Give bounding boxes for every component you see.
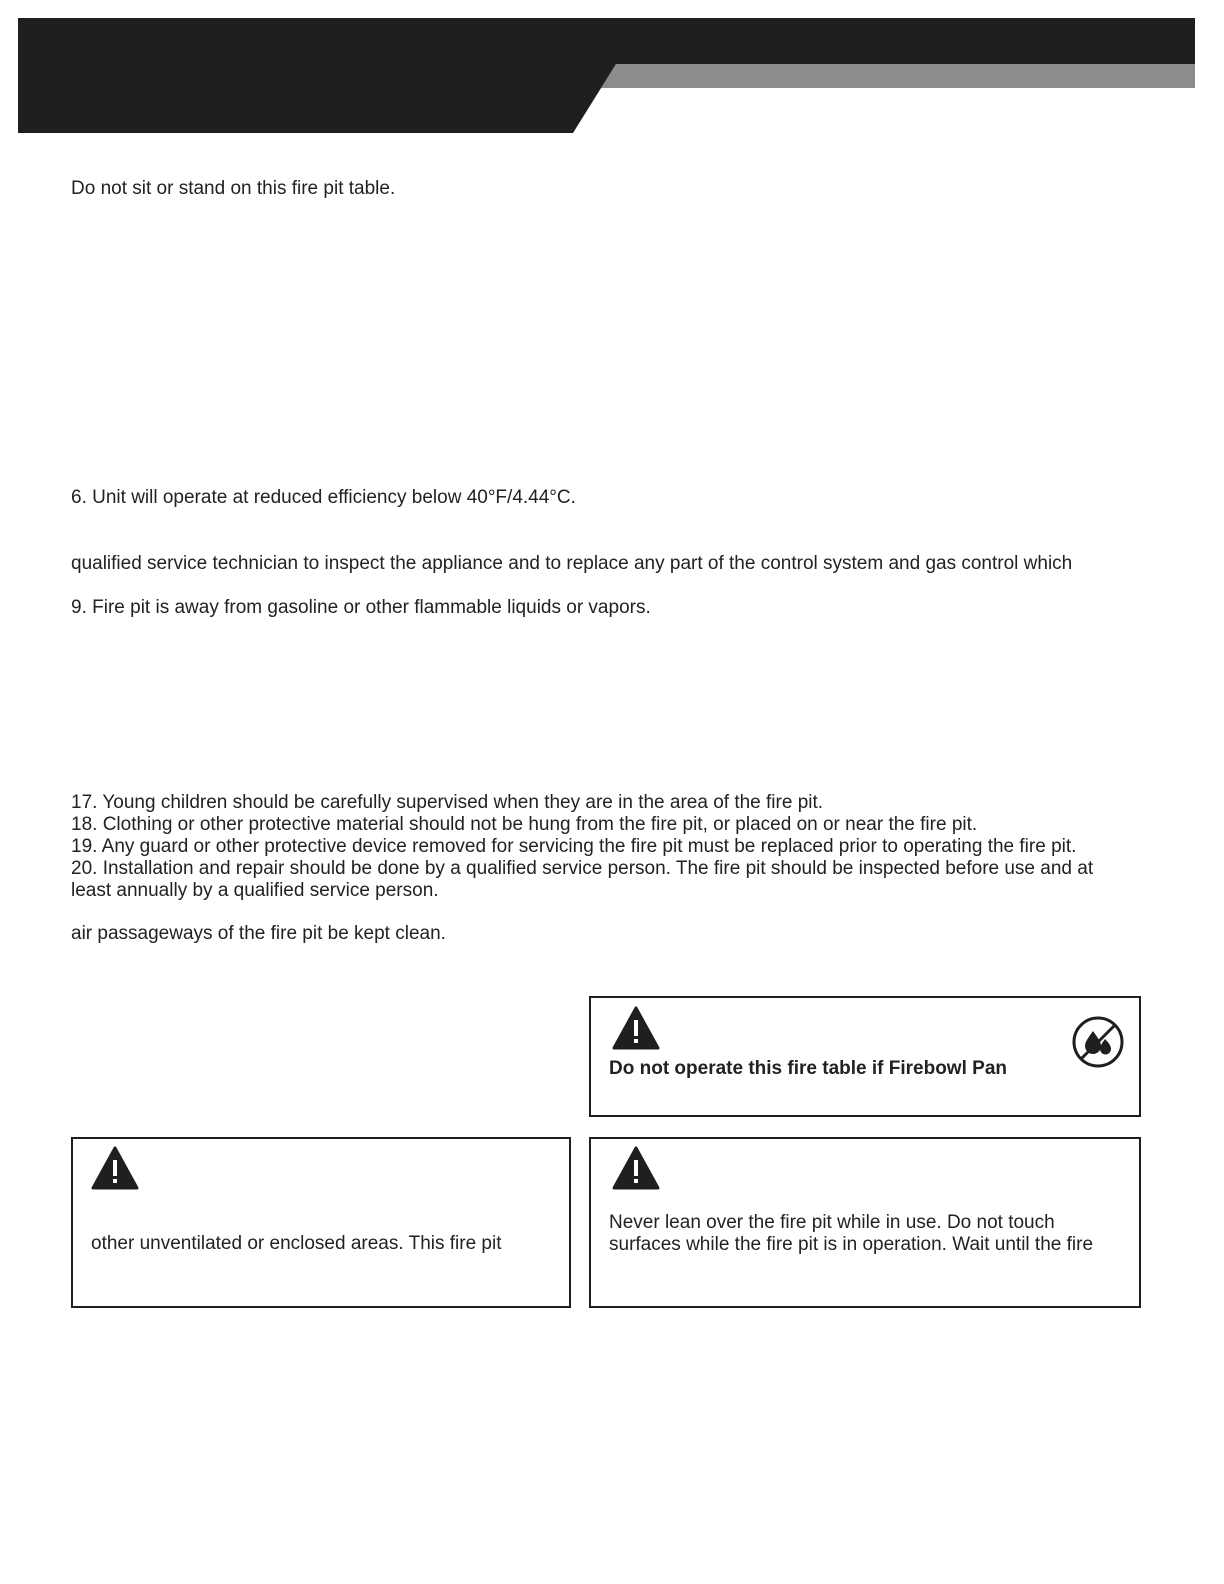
header-banner [18, 18, 1195, 133]
safety-line: 6. Unit will operate at reduced efficiency below 40°F/4.44°C. [71, 487, 576, 508]
safety-line: Do not sit or stand on this fire pit table. [71, 178, 396, 199]
safety-line: 9. Fire pit is away from gasoline or other flammable liquids or vapors. [71, 597, 651, 618]
lean-warning-line: Never lean over the fire pit while in use. Do not touch [609, 1212, 1055, 1233]
lean-warning-box [589, 1137, 1141, 1308]
firebowl-warning-box [589, 996, 1141, 1117]
safety-line: 19. Any guard or other protective device removed for servicing the fire pit must be replaced prior to operating the fire pit. [71, 836, 1077, 857]
safety-line: 17. Young children should be carefully supervised when they are in the area of the fire pit. [71, 792, 824, 813]
safety-line: qualified service technician to inspect the appliance and to replace any part of the control system and gas control which [71, 553, 1073, 574]
header-gray-stripe [601, 64, 1195, 88]
safety-line: air passageways of the fire pit be kept clean. [71, 923, 446, 944]
ventilation-warning-text: other unventilated or enclosed areas. This fire pit [91, 1233, 502, 1254]
warning-triangle-icon [612, 1146, 660, 1190]
ventilation-warning-box [71, 1137, 571, 1308]
warning-triangle-icon [91, 1146, 139, 1190]
safety-line: least annually by a qualified service person. [71, 880, 439, 901]
lean-warning-line: surfaces while the fire pit is in operation. Wait until the fire [609, 1234, 1094, 1255]
safety-line: 20. Installation and repair should be done by a qualified service person. The fire pit should be inspected before use and at [71, 858, 1094, 879]
safety-line: 18. Clothing or other protective material should not be hung from the fire pit, or placed on or near the fire pit. [71, 814, 978, 835]
warning-triangle-icon [612, 1006, 660, 1050]
no-water-icon [1071, 1015, 1125, 1069]
firebowl-warning-text: Do not operate this fire table if Firebowl Pan [609, 1058, 1007, 1079]
